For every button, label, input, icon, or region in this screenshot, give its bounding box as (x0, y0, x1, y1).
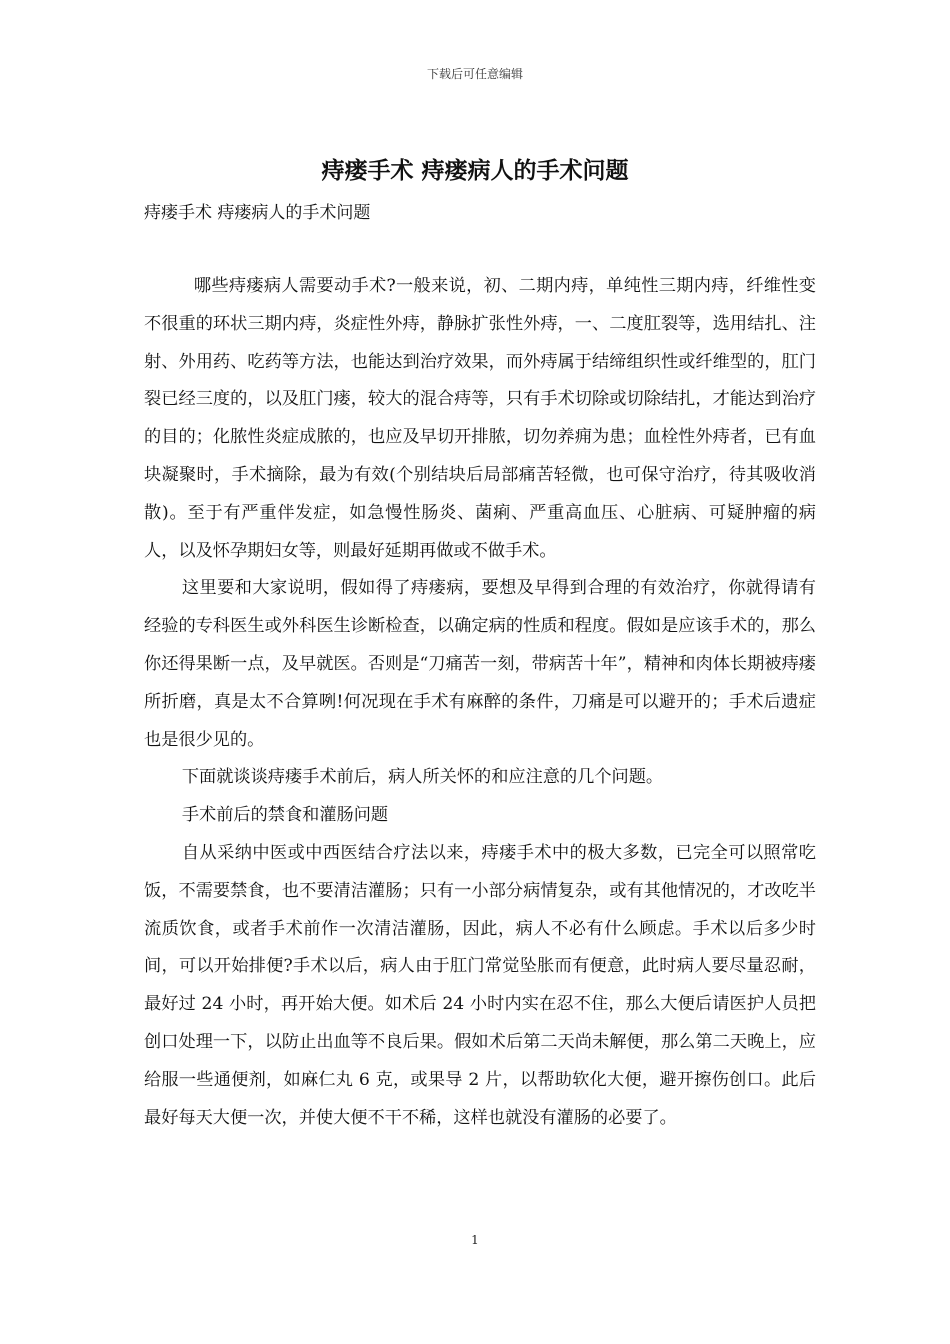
document-title: 痔瘘手术 痔瘘病人的手术问题 (321, 157, 629, 184)
section-heading-fasting-enema: 手术前后的禁食和灌肠问题 (181, 805, 389, 826)
header-note: 下载后可任意编辑 (426, 67, 523, 81)
page-number: 1 (471, 1233, 479, 1247)
paragraph-intro-questions: 下面就谈谈痔瘘手术前后，病人所关怀的和应注意的几个问题。 (181, 767, 664, 788)
paragraph-seek-treatment: 这里要和大家说明，假如得了痔瘘病，要想及早得到合理的有效治疗，你就得请有经验的专科医生或外科医生诊断检查，以确定病的性质和程度。假如是应该手术的，那么你还得果断一点，及早就医。否则是“刀痛苦一刻，带病苦十年”，精神和肉体长期被痔瘘所折磨，真是太不合算咧!何况现在手术有麻醉的条件，刀痛是可以避开的；手术后遗症也是很少见的。 (144, 578, 816, 750)
paragraph-fasting-enema: 自从采纳中医或中西医结合疗法以来，痔瘘手术中的极大多数，已完全可以照常吃饭，不需要禁食，也不要清洁灌肠；只有一小部分病情复杂，或有其他情况的，才改吃半流质饮食，或者手术前作一次清洁灌肠，因此，病人不必有什么顾虑。手术以后多少时间，可以开始排便?手术以后，病人由于肛门常觉坠胀而有便意，此时病人要尽量忍耐，最好过 24 小时，再开始大便。如术后 24 小时内实在忍不住，那么大便后请医护人员把创口处理一下，以防止出血等不良后果。假如术后第二天尚未解便，那么第二天晚上，应给服一些通便剂，如麻仁丸 6 克，或果导 2 片，以帮助软化大便，避开擦伤创口。此后最好每天大便一次，并使大便不干不稀，这样也就没有灌肠的必要了。 (144, 842, 816, 1128)
document-subtitle: 痔瘘手术 痔瘘病人的手术问题 (144, 203, 371, 223)
document-body (144, 268, 816, 1137)
paragraph-surgery-indications: 哪些痔瘘病人需要动手术?一般来说，初、二期内痔，单纯性三期内痔，纤维性变不很重的环状三期内痔，炎症性外痔，静脉扩张性外痔，一、二度肛裂等，选用结扎、注射、外用药、吃药等方法，也能达到治疗效果，而外痔属于结缔组织性或纤维型的，肛门裂已经三度的，以及肛门瘘，较大的混合痔等，只有手术切除或切除结扎，才能达到治疗的目的；化脓性炎症成脓的，也应及早切开排脓，切勿养痈为患；血栓性外痔者，已有血块凝聚时，手术摘除，最为有效(个别结块后局部痛苦轻微，也可保守治疗，待其吸收消散)。至于有严重伴发症，如急慢性肠炎、菌痢、严重高血压、心脏病、可疑肿瘤的病人，以及怀孕期妇女等，则最好延期再做或不做手术。 (144, 276, 816, 561)
